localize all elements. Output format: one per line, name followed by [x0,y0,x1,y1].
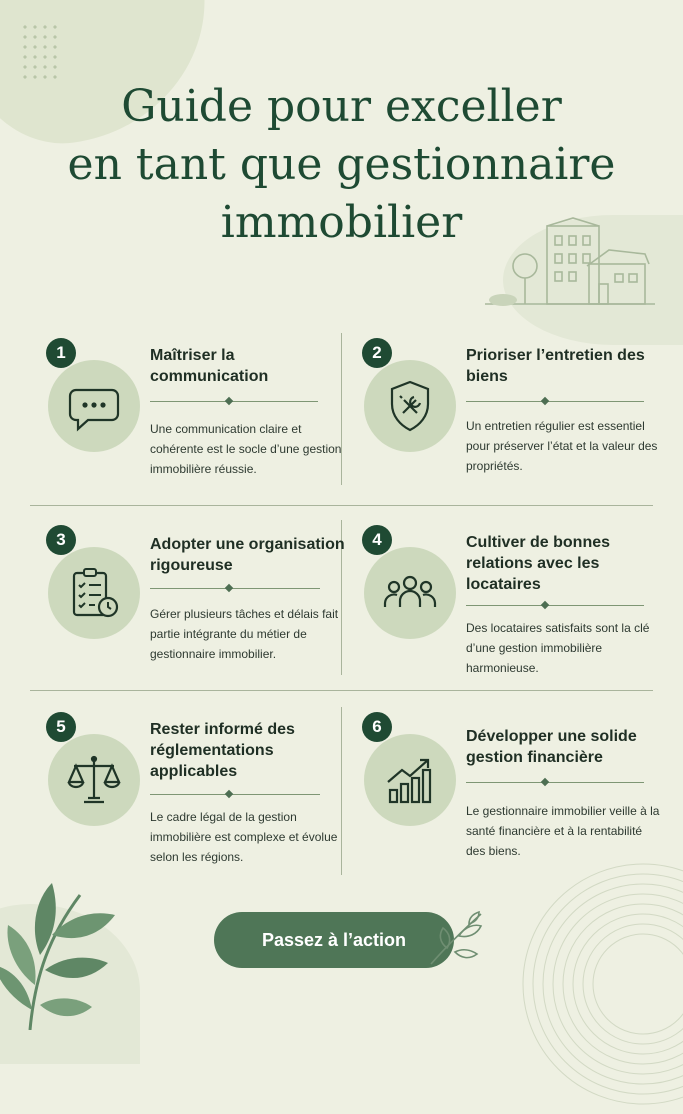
grid-divider-1 [30,505,653,506]
section-text: Un entretien régulier est essentiel pour préserver l’état et la valeur des propriétés. [466,419,658,473]
section-number-badge: 2 [362,338,392,368]
section-divider [150,401,318,402]
section-card-3 [46,525,346,685]
section-number-badge: 6 [362,712,392,742]
icon-circle [48,547,140,639]
section-title: Rester informé des réglementations applicables [150,721,295,780]
title-line-2: en tant que gestionnaire [67,139,616,190]
section-card-5 [46,712,346,872]
icon-circle [48,734,140,826]
section-text: Des locataires satisfaits sont la clé d’une gestion immobilière harmonieuse. [466,621,650,675]
section-text: Le cadre légal de la gestion immobilière est complexe et évolue selon les régions. [150,810,338,864]
decorative-arcs [513,854,683,1114]
section-divider [466,401,644,402]
icon-circle [364,547,456,639]
section-divider [466,782,644,783]
people-group-icon [380,563,440,623]
icon-circle [48,360,140,452]
section-title: Cultiver de bonnes relations avec les locataires [466,534,611,593]
decorative-dots [20,22,60,82]
section-card-4 [362,525,662,685]
title-line-3: immobilier [220,197,463,248]
section-title: Prioriser l’entretien des biens [466,347,645,385]
section-number-badge: 5 [46,712,76,742]
section-number-badge: 3 [46,525,76,555]
bar-chart-growth-icon [380,750,440,810]
section-number-badge: 4 [362,525,392,555]
grid-divider-2 [30,690,653,691]
section-card-6 [362,712,662,872]
section-text: Gérer plusieurs tâches et délais fait partie intégrante du métier de gestionnaire immobilier. [150,607,339,661]
section-text: Le gestionnaire immobilier veille à la santé financière et à la rentabilité des biens. [466,804,660,858]
icon-circle [364,734,456,826]
section-title: Adopter une organisation rigoureuse [150,536,345,574]
section-title: Maîtriser la communication [150,347,269,385]
section-divider [466,605,644,606]
checklist-clock-icon [64,563,124,623]
title-line-1: Guide pour exceller [121,81,562,132]
speech-bubble-icon [64,376,124,436]
decorative-leaves-icon [0,855,120,1030]
section-number-badge: 1 [46,338,76,368]
section-title: Développer une solide gestion financière [466,728,637,766]
section-divider [150,794,320,795]
building-illustration-icon [485,214,655,309]
leaf-sprig-icon [425,908,487,968]
scales-icon [64,750,124,810]
section-text: Une communication claire et cohérente est le socle d’une gestion immobilière réussie. [150,422,342,476]
shield-tools-icon [380,376,440,436]
section-card-1 [46,338,346,498]
section-card-2 [362,338,662,498]
icon-circle [364,360,456,452]
cta-button[interactable]: Passez à l’action [214,912,454,968]
section-divider [150,588,320,589]
